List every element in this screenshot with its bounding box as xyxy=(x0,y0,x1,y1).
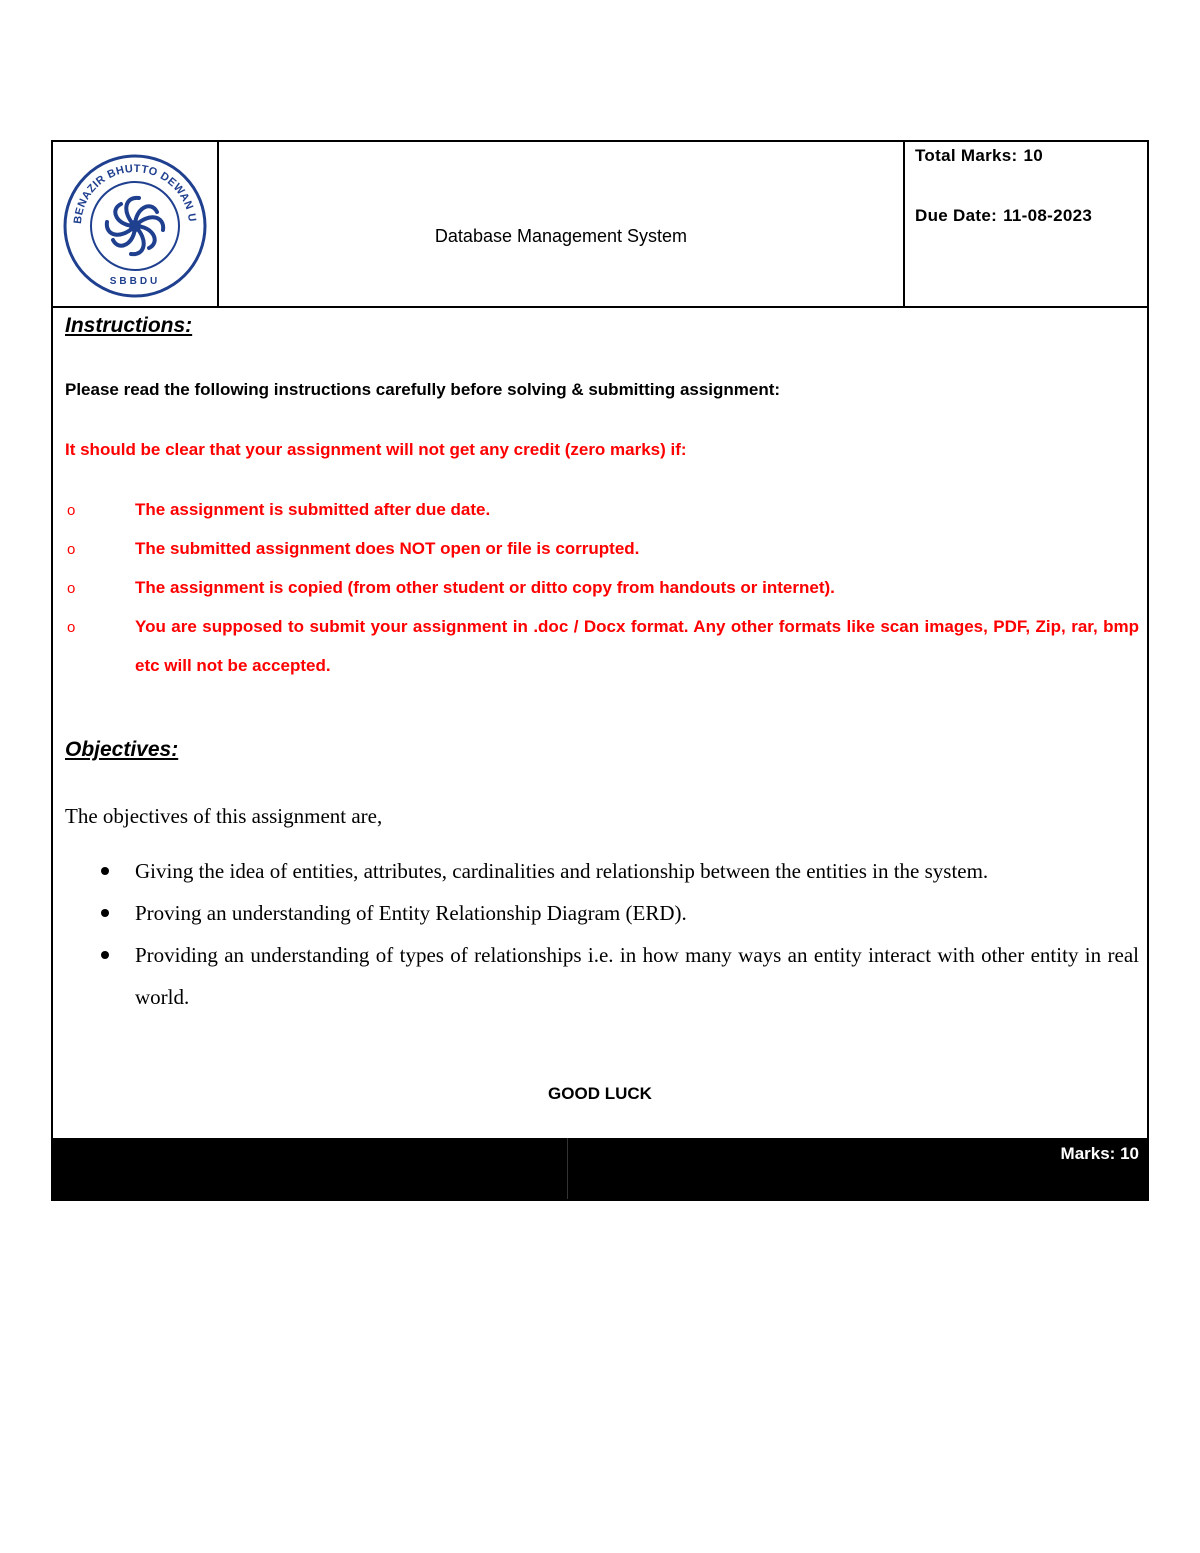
total-marks-value: 10 xyxy=(1023,146,1043,165)
footer-divider xyxy=(567,1138,568,1199)
objective-item: Providing an understanding of types of relationships i.e. in how many ways an entity interact with other entity in real world. xyxy=(135,943,1139,1009)
logo-abbr-text: SBBDU xyxy=(109,276,161,287)
objectives-heading: Objectives: xyxy=(65,738,179,761)
footer-marks xyxy=(1061,1144,1139,1164)
bullet-dot-icon xyxy=(101,867,109,875)
assignment-sheet xyxy=(51,140,1149,1201)
logo-ring-text: BENAZIR BHUTTO DEWAN U xyxy=(71,162,198,225)
logo-center-dot xyxy=(129,220,141,232)
footer-marks-label: Marks: xyxy=(1060,1144,1116,1163)
footer-marks-value: 10 xyxy=(1120,1144,1139,1163)
instruction-item: The assignment is submitted after due date. xyxy=(135,500,491,519)
instructions-warning: It should be clear that your assignment will not get any credit (zero marks) if: xyxy=(65,440,687,459)
due-date-label: Due Date: xyxy=(915,206,998,225)
course-title: Database Management System xyxy=(434,226,688,246)
bullet-o-icon: o xyxy=(67,502,76,519)
instruction-item: The assignment is copied (from other student or ditto copy from handouts or internet). xyxy=(135,578,835,597)
footer-bar xyxy=(53,1138,1147,1199)
university-logo xyxy=(53,142,217,306)
instruction-item: You are supposed to submit your assignment in .doc / Docx format. Any other formats like scan images, PDF, Zip, rar, bmp etc will not be accepted. xyxy=(135,617,1139,675)
bullet-o-icon: o xyxy=(67,541,76,558)
bullet-dot-icon xyxy=(101,951,109,959)
objective-item: Giving the idea of entities, attributes, cardinalities and relationship between the entities in the system. xyxy=(135,859,989,883)
objectives-intro: The objectives of this assignment are, xyxy=(65,804,383,828)
instructions-heading: Instructions: xyxy=(65,314,193,337)
header-row xyxy=(53,142,1147,308)
instructions-intro: Please read the following instructions carefully before solving & submitting assignment: xyxy=(65,380,781,399)
objective-item: Proving an understanding of Entity Relationship Diagram (ERD). xyxy=(135,901,687,925)
logo-cell xyxy=(53,142,219,306)
closing-text: GOOD LUCK xyxy=(548,1084,652,1103)
total-marks xyxy=(915,146,1043,166)
total-marks-label: Total Marks: xyxy=(915,146,1018,165)
due-date xyxy=(915,206,1092,226)
instruction-item: The submitted assignment does NOT open or file is corrupted. xyxy=(135,539,640,558)
title-cell xyxy=(219,142,905,306)
info-cell xyxy=(905,142,1147,306)
bullet-o-icon: o xyxy=(67,580,76,597)
due-date-value: 11-08-2023 xyxy=(1003,206,1093,225)
bullet-o-icon: o xyxy=(67,619,76,636)
bullet-dot-icon xyxy=(101,909,109,917)
